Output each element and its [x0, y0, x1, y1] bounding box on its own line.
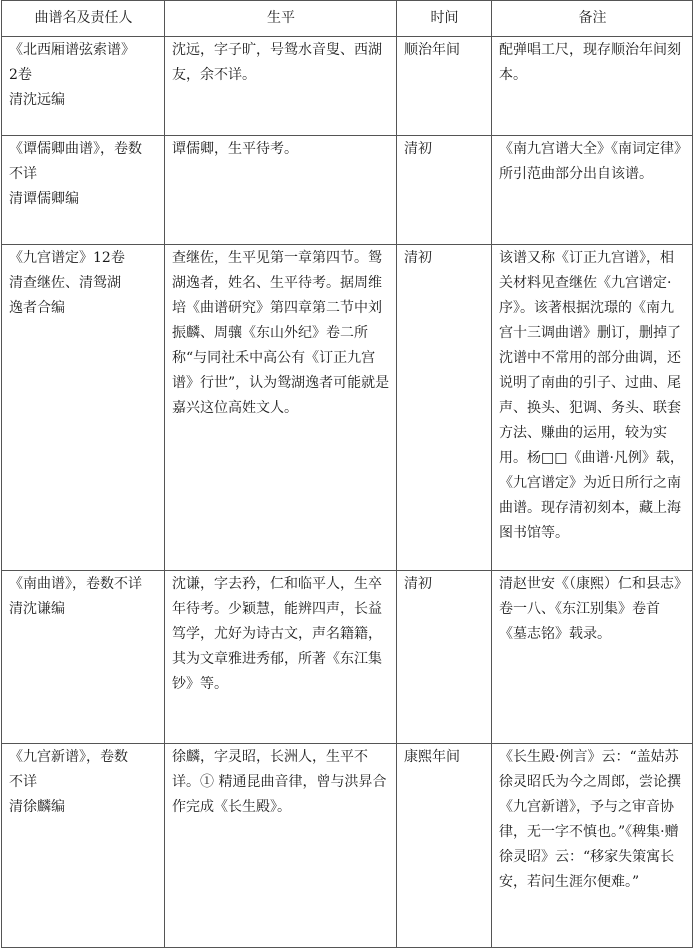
note-cell: 《长生殿·例言》云：“盖姑苏徐灵昭氏为今之周郎，尝论撰《九宫新谱》，予与之审音协律，无一字不慎也。”《稗集·赠徐灵昭》云：“移家失策寓长安，若问生涯尔便难。”	[492, 744, 693, 948]
name-line: 《谭儒卿曲谱》，卷数	[9, 141, 142, 157]
name-line: 《南曲谱》，卷数不详	[9, 576, 142, 592]
column-header-name: 曲谱名及责任人	[2, 1, 165, 37]
table-row	[2, 744, 693, 948]
name-line: 清查继佐、清鸳湖	[9, 275, 121, 291]
records-table	[1, 0, 693, 948]
table-row	[2, 136, 693, 245]
note-cell: 该谱又称《订正九宫谱》，相关材料见查继佐《九宫谱定·序》。该著根据沈璟的《南九宫十三调曲谱》删订，删掉了沈谱中不常用的部分曲调，还说明了南曲的引子、过曲、尾声、换头、犯调、务头、联套方法、赚曲的运用，较为实用。杨□□《曲谱·凡例》载，《九宫谱定》为近日所行之南曲谱。现存清初刻本，藏上海图书馆等。	[492, 245, 693, 571]
name-line: 逸者合编	[9, 300, 65, 316]
note-cell: 《南九宫谱大全》《南词定律》所引范曲部分出自该谱。	[492, 136, 693, 245]
name-line: 清徐麟编	[9, 799, 65, 815]
time-cell: 清初	[397, 136, 492, 245]
time-cell: 清初	[397, 571, 492, 744]
name-line: 《北西厢谱弦索谱》	[9, 42, 135, 58]
table-header-row	[2, 1, 693, 37]
name-cell	[2, 245, 165, 571]
table-row	[2, 37, 693, 136]
table-row	[2, 245, 693, 571]
name-line: 不详	[9, 166, 37, 182]
column-header-note: 备注	[492, 1, 693, 37]
bio-cell: 谭儒卿，生平待考。	[165, 136, 397, 245]
name-line: 清沈远编	[9, 92, 65, 108]
note-cell: 配弹唱工尺，现存顺治年间刻本。	[492, 37, 693, 136]
name-line: 清沈谦编	[9, 601, 65, 617]
column-header-time: 时间	[397, 1, 492, 37]
name-cell	[2, 571, 165, 744]
bio-cell: 沈谦，字去矜，仁和临平人，生卒年待考。少颖慧，能辨四声，长益笃学，尤好为诗古文，声名籍籍，其为文章雅进秀郁，所著《东江集钞》等。	[165, 571, 397, 744]
time-cell: 顺治年间	[397, 37, 492, 136]
name-cell	[2, 37, 165, 136]
name-line: 2卷	[9, 67, 32, 83]
time-cell: 清初	[397, 245, 492, 571]
name-cell	[2, 136, 165, 245]
bio-cell: 徐麟，字灵昭，长洲人，生平不详。① 精通昆曲音律，曾与洪昇合作完成《长生殿》。	[165, 744, 397, 948]
table-row	[2, 571, 693, 744]
name-line: 清谭儒卿编	[9, 191, 79, 207]
bio-cell: 沈远，字子旷，号鸳水音叟、西湖友，余不详。	[165, 37, 397, 136]
name-line: 《九宫新谱》，卷数	[9, 749, 128, 765]
name-line: 不详	[9, 774, 37, 790]
note-cell: 清赵世安《（康熙）仁和县志》卷一八、《东江别集》卷首《墓志铭》载录。	[492, 571, 693, 744]
column-header-bio: 生平	[165, 1, 397, 37]
bio-cell: 查继佐，生平见第一章第四节。鸳湖逸者，姓名、生平待考。据周维培《曲谱研究》第四章第二节中刘振麟、周骧《东山外纪》卷二所称“与同社禾中高公有《订正九宫谱》行世”，认为鸳湖逸者可能就是嘉兴这位高姓文人。	[165, 245, 397, 571]
time-cell: 康熙年间	[397, 744, 492, 948]
name-line: 《九宫谱定》12卷	[9, 250, 125, 266]
name-cell	[2, 744, 165, 948]
